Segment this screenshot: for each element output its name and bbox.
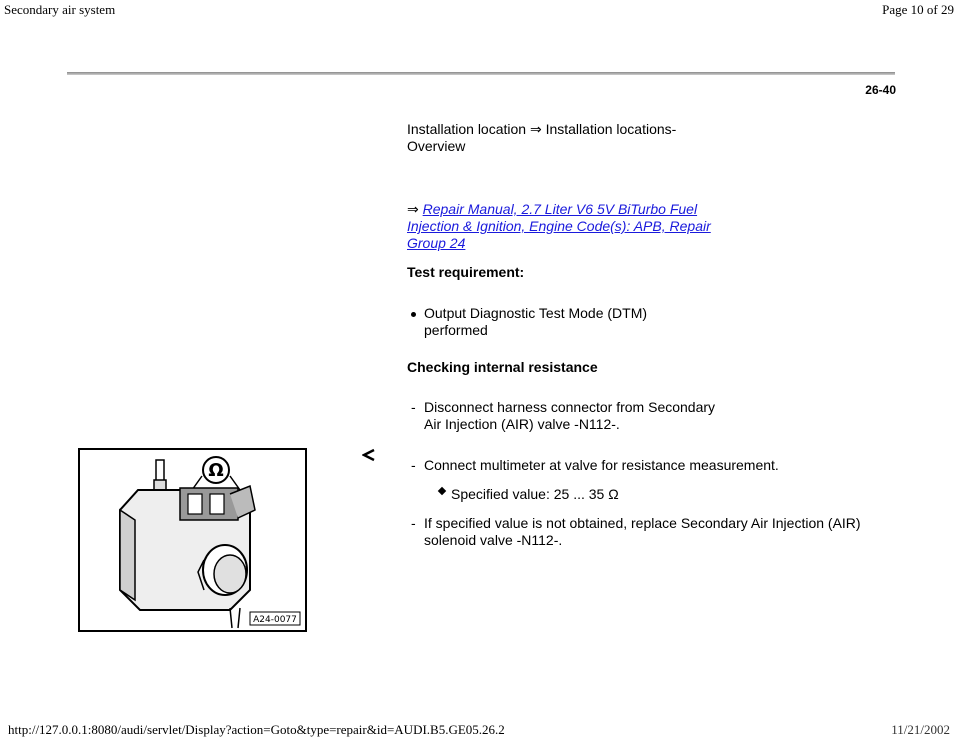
step1-line2: Air Injection (AIR) valve -N112-. [424, 416, 620, 432]
repair-manual-link[interactable] [407, 201, 697, 218]
figure-pointer-icon [362, 448, 376, 467]
checking-heading: Checking internal resistance [407, 359, 598, 375]
repair-link-line3[interactable]: Group 24 [407, 235, 466, 251]
step3-dash: - [411, 515, 416, 531]
step2-text: Connect multimeter at valve for resistance measurement. [424, 457, 779, 473]
installation-location-line2: Overview [407, 138, 466, 154]
repair-link-line1[interactable]: Repair Manual, 2.7 Liter V6 5V BiTurbo Fuel [422, 201, 698, 217]
step3-line1: If specified value is not obtained, replace Secondary Air Injection (AIR) [424, 515, 861, 531]
footer-url: http://127.0.0.1:8080/audi/servlet/Display?action=Goto&type=repair&id=AUDI.B5.GE05.26.2 [8, 722, 505, 737]
link-arrow: ⇒ [407, 201, 419, 217]
step2-dash: - [411, 457, 416, 473]
specified-value: Specified value: 25 ... 35 Ω [451, 486, 619, 502]
diamond-bullet-icon [438, 487, 446, 495]
installation-location-line1: Installation location ⇒ Installation locations- [407, 121, 677, 137]
step3-line2: solenoid valve -N112-. [424, 532, 563, 548]
step1-dash: - [411, 399, 416, 415]
valve-illustration [78, 448, 307, 632]
step1-line1: Disconnect harness connector from Secondary [424, 399, 716, 415]
section-page-number: 26-40 [865, 83, 896, 97]
document-title: Secondary air system [4, 2, 116, 17]
test-requirement-item-line2: performed [424, 322, 488, 338]
header-rule [67, 72, 895, 75]
test-requirement-item-line1: Output Diagnostic Test Mode (DTM) [424, 305, 648, 321]
repair-link-line2[interactable]: Injection & Ignition, Engine Code(s): APB, Repair [407, 218, 711, 234]
test-requirement-heading: Test requirement: [407, 264, 525, 280]
bullet-icon [411, 312, 416, 317]
footer-date: 11/21/2002 [891, 722, 950, 737]
figure-label: A24-0077 [253, 615, 297, 625]
ohm-symbol: Ω [208, 460, 224, 481]
page-counter: Page 10 of 29 [882, 2, 954, 17]
valve-drawing [80, 450, 305, 630]
